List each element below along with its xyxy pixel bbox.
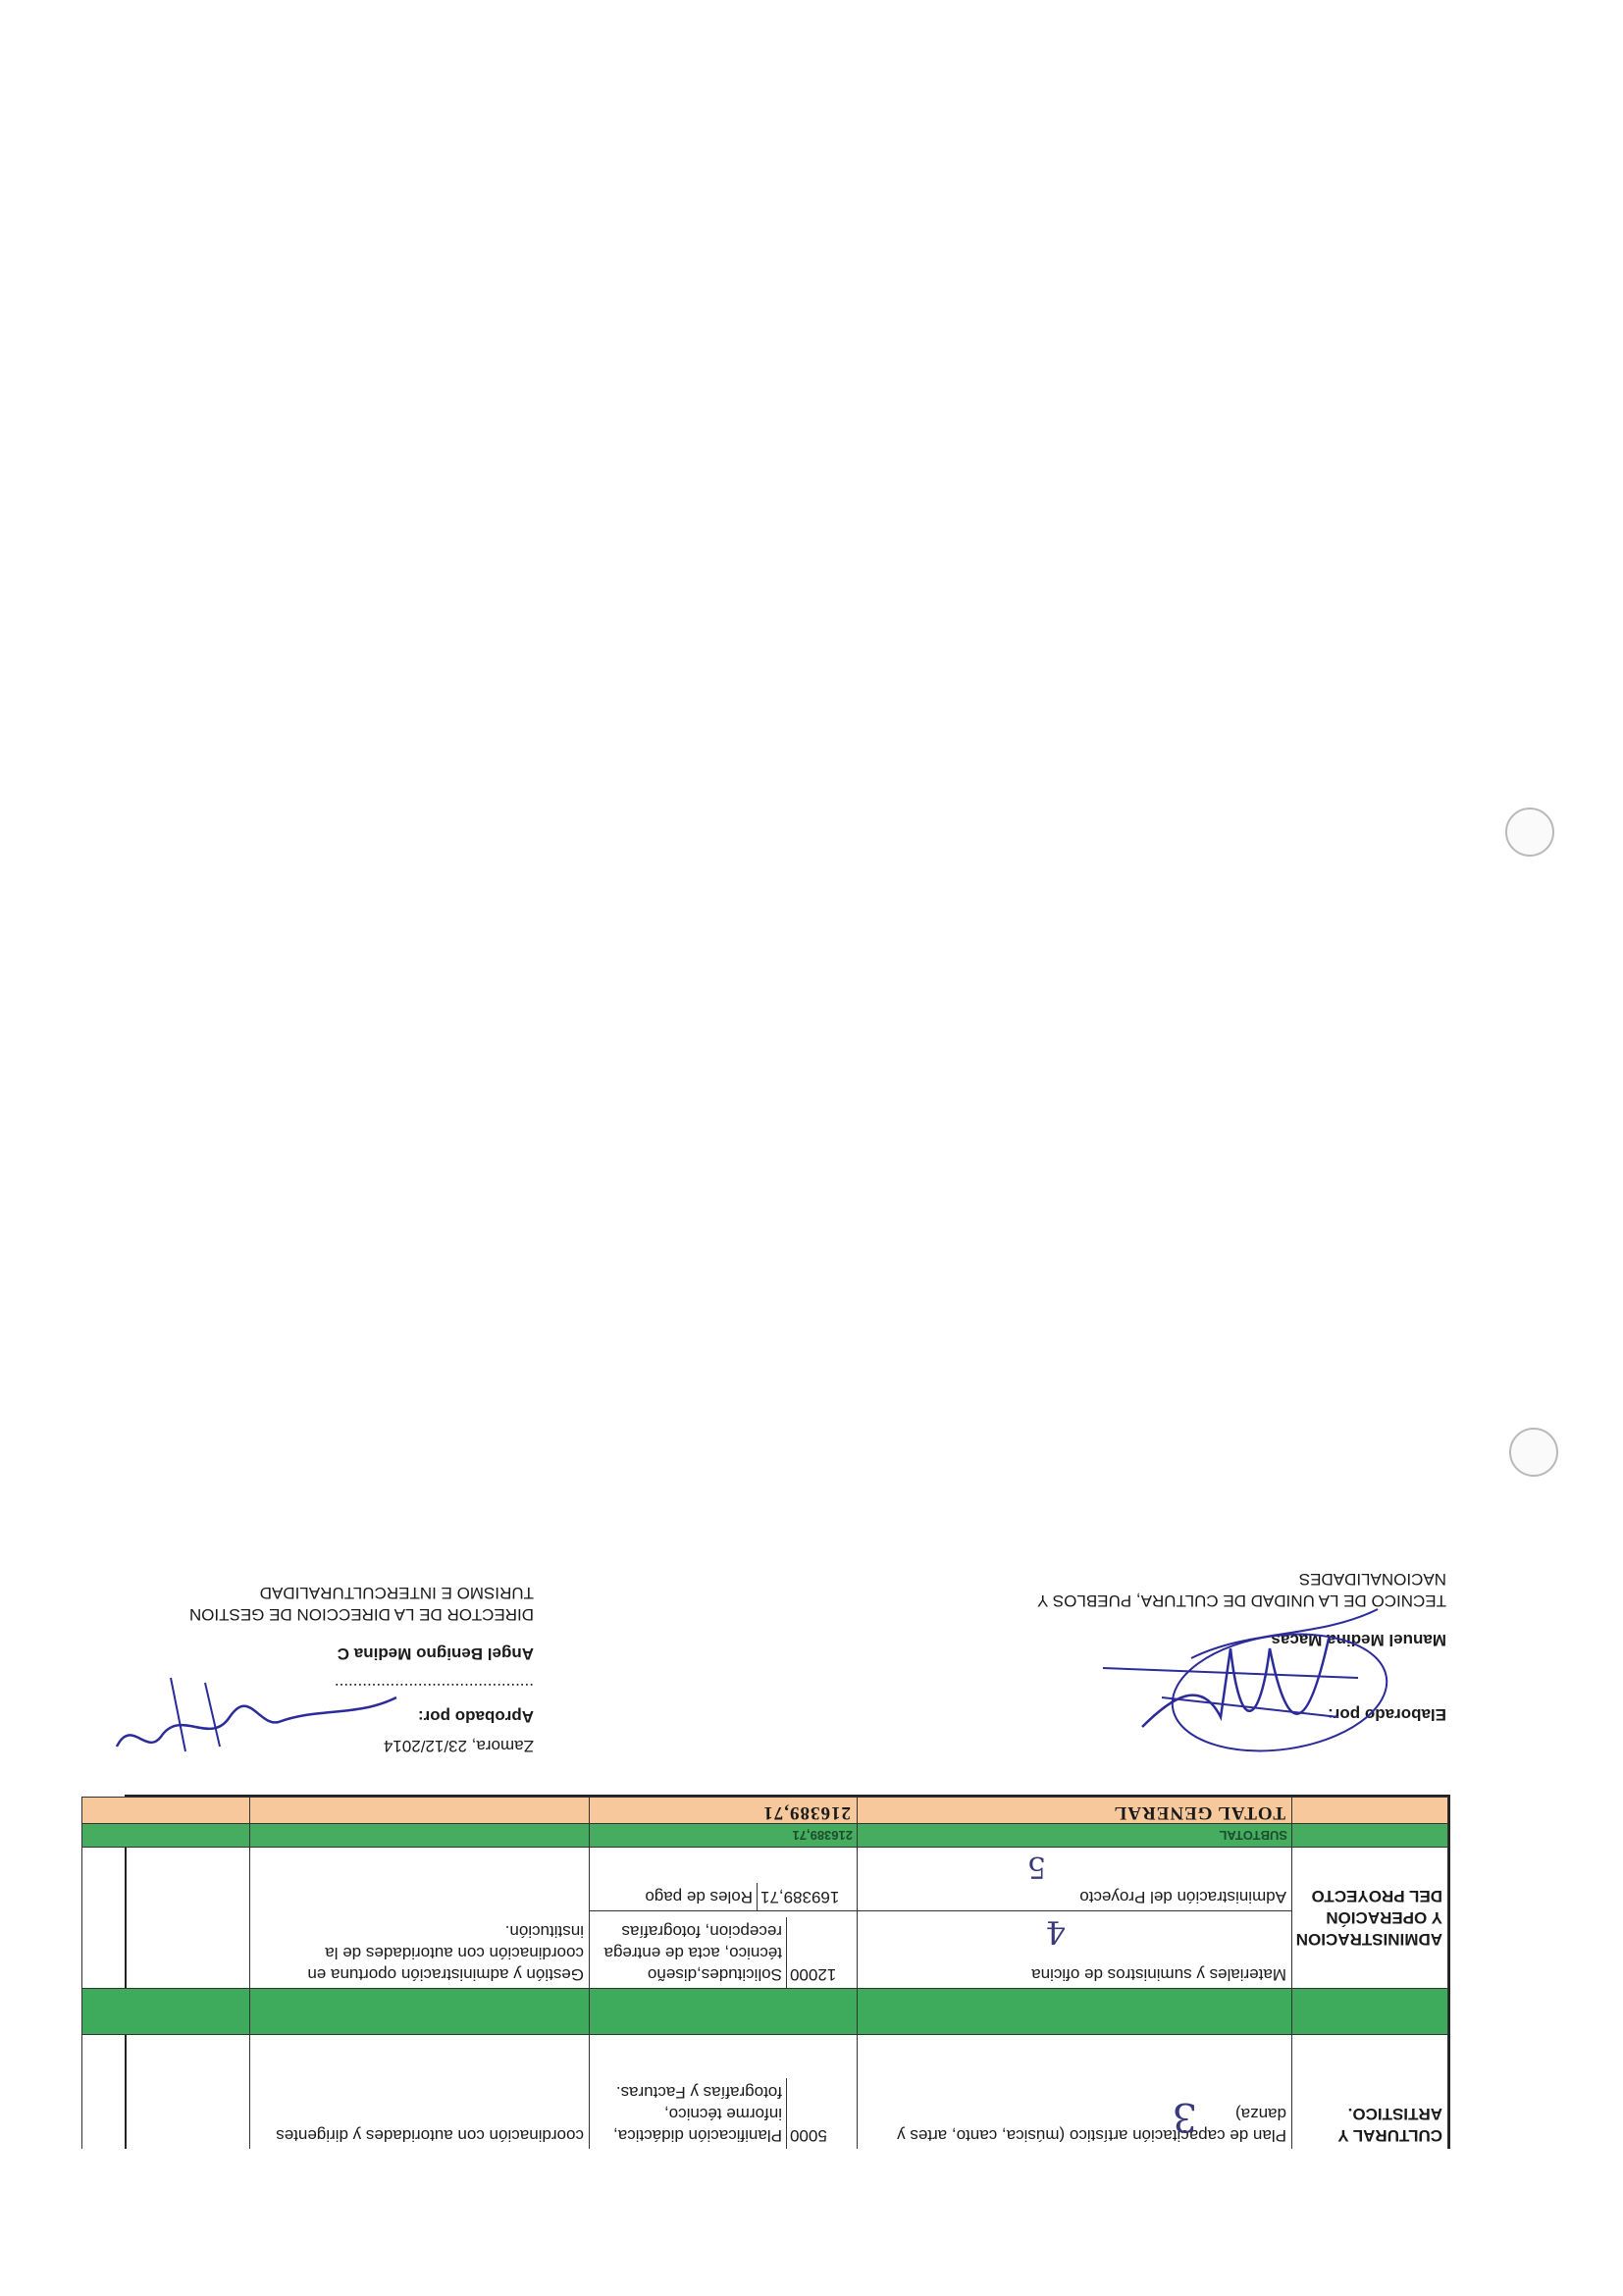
amount-value: 12000 xyxy=(790,1965,837,1984)
approved-by-title: DIRECTOR DE LA DIRECCION DE GESTION xyxy=(188,1605,534,1624)
verification-text: Solicitudes,diseño técnico, acta de entrega recepcion, fotografías xyxy=(590,1917,787,1988)
section-divider-row xyxy=(82,1989,1448,2035)
subtotal-amount: 216389,71 xyxy=(792,1828,853,1843)
table-row xyxy=(82,2035,1448,2150)
handwritten-mark: 3 xyxy=(1172,2094,1197,2139)
amount-verification-cell xyxy=(590,2035,858,2150)
activity-cell: Administración del Proyecto xyxy=(858,1848,1292,1911)
amount-value: 169389,71 xyxy=(760,1888,840,1906)
prepared-by-title-2: NACIONALIDADES xyxy=(1298,1570,1446,1589)
total-row xyxy=(82,1798,1448,1824)
date-line: Zamora, 23/12/2014 xyxy=(383,1737,534,1755)
verification-text: Roles de pago xyxy=(590,1883,758,1910)
amount-verification-cell xyxy=(590,1911,858,1989)
amount-verification-cell xyxy=(590,1848,858,1911)
signature-prepared xyxy=(1083,1580,1397,1786)
prepared-by-label: Elaborado por: xyxy=(1328,1705,1446,1724)
activity-cell: Materiales y suministros de oficina xyxy=(858,1911,1292,1989)
subtotal-label: SUBTOTAL xyxy=(1219,1828,1287,1843)
subtotal-row xyxy=(82,1824,1448,1848)
approved-by-label: Aprobado por: xyxy=(417,1707,534,1726)
category-cell: CULTURAL Y ARTISTICO. xyxy=(1292,2035,1448,2150)
approved-by-title-2: TURISMO E INTERCULTURALIDAD xyxy=(259,1584,534,1602)
prepared-by-name: Manuel Medina Macas xyxy=(1271,1631,1446,1649)
empty-cell xyxy=(82,1848,250,1989)
prepared-by-title: TECNICO DE LA UNIDAD DE CULTURA, PUEBLOS Y xyxy=(1037,1592,1446,1610)
approved-by-name: Angel Benigno Medina C xyxy=(337,1644,534,1663)
coordination-cell: coordinación con autoridades y dirigentes xyxy=(250,2035,590,2150)
category-cell: ADMINISTRACION Y OPERACIÓN DEL PROYECTO xyxy=(1292,1848,1448,1989)
verification-text: Planificación didáctica, informe técnico, fotografías y Facturas. xyxy=(590,2078,787,2149)
signature-dots: ........................................... xyxy=(334,1680,534,1698)
activity-cell xyxy=(858,2035,1292,2150)
handwritten-mark: 4 xyxy=(1045,1913,1066,1951)
budget-table xyxy=(125,1795,1450,2149)
signature-approved xyxy=(102,1658,416,1776)
total-amount: 216389,71 xyxy=(590,1798,858,1824)
amount-value: 5000 xyxy=(790,2126,827,2145)
total-label: TOTAL GENERAL xyxy=(858,1798,1292,1824)
activity-text: Plan de capacitación artístico (música, canto, artes y danza) xyxy=(897,2105,1286,2145)
empty-cell xyxy=(82,2035,250,2150)
handwritten-mark: 5 xyxy=(1026,1850,1046,1884)
coordination-cell: Gestión y administración oportuna en coordinación con autoridades de la institución. xyxy=(250,1848,590,1989)
table-row xyxy=(82,1911,1448,1989)
